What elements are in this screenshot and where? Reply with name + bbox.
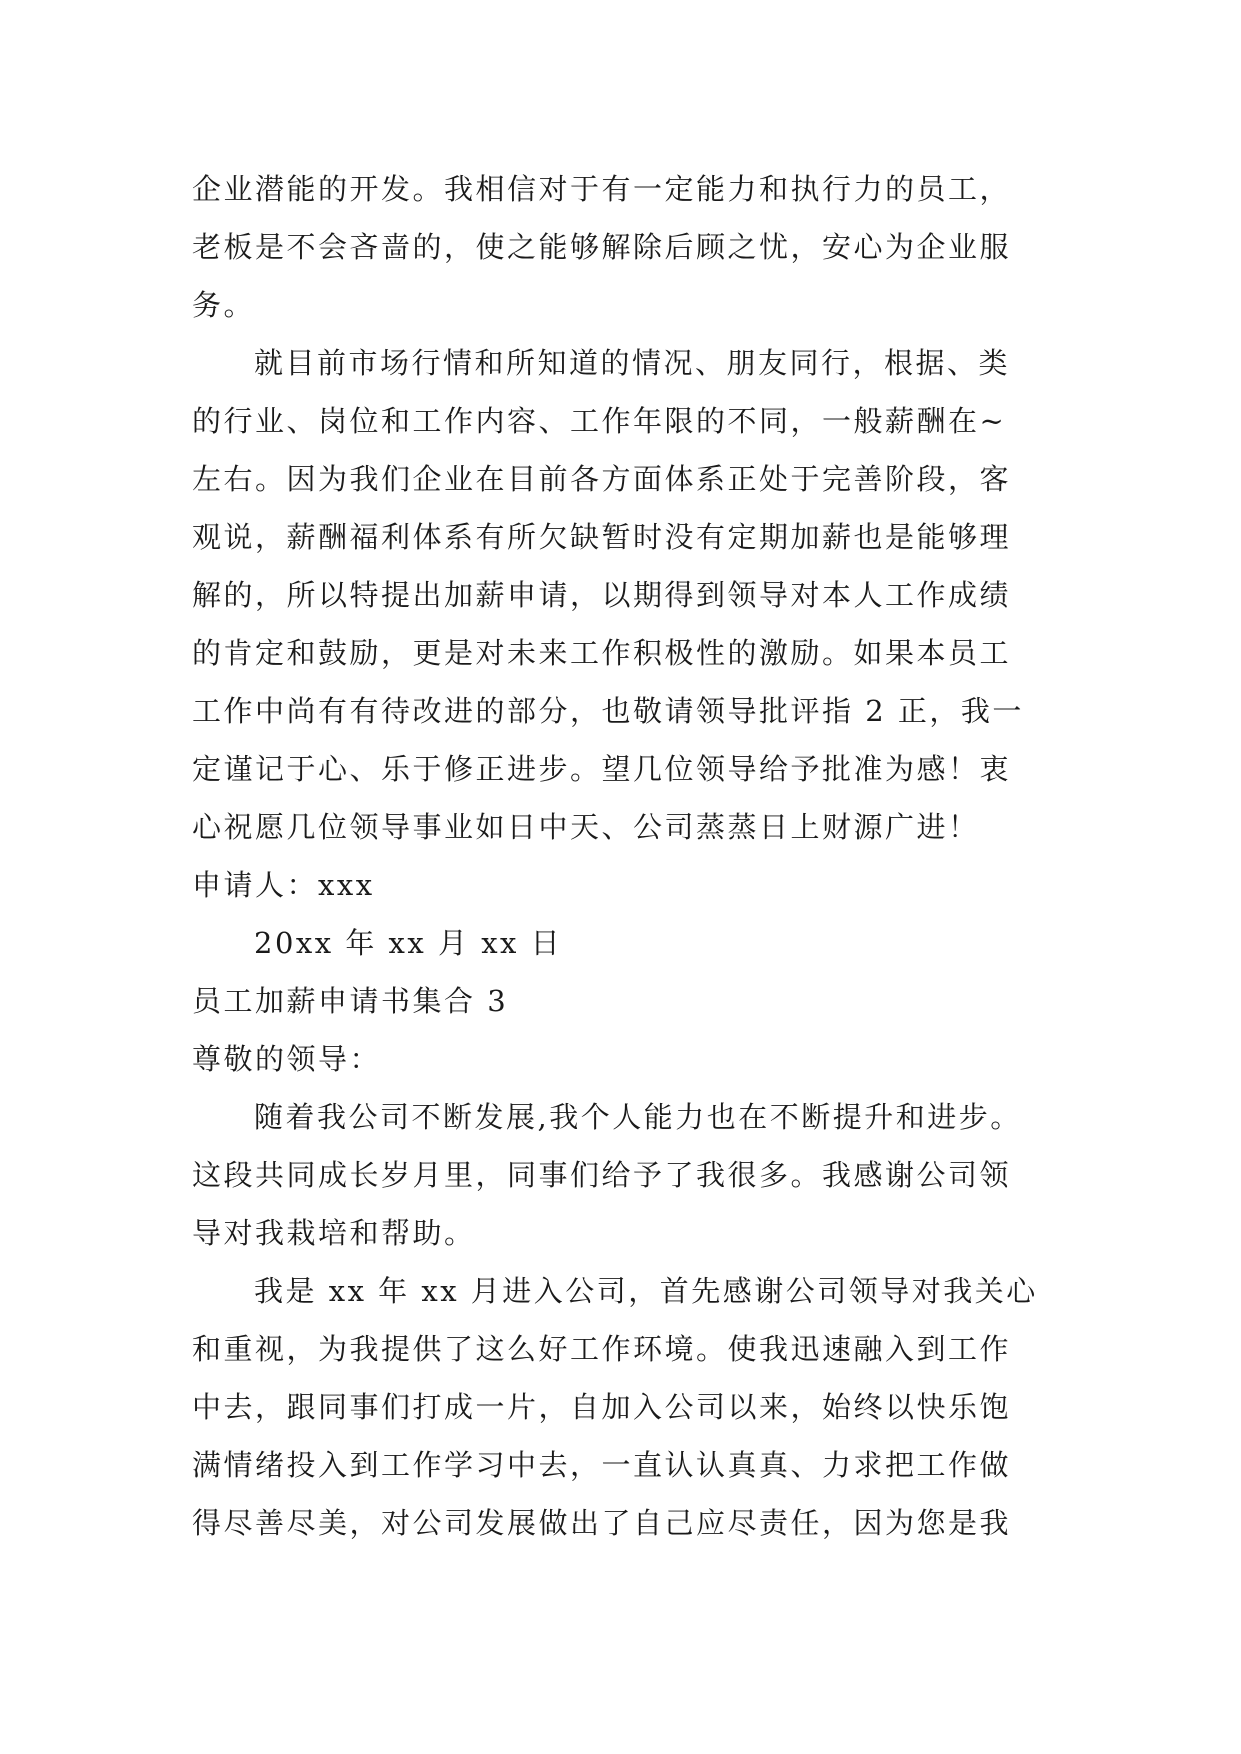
section-title: 员工加薪申请书集合 3 (192, 984, 509, 1018)
applicant-line: 申请人：xxx (192, 868, 375, 902)
paragraph-line: 和重视，为我提供了这么好工作环境。使我迅速融入到工作 (192, 1332, 1012, 1366)
paragraph-line: 这段共同成长岁月里，同事们给予了我很多。我感谢公司领 (192, 1158, 1012, 1192)
document-body (192, 160, 1054, 1552)
paragraph-line: 随着我公司不断发展,我个人能力也在不断提升和进步。 (254, 1100, 1022, 1134)
paragraph-line: 解的，所以特提出加薪申请，以期得到领导对本人工作成绩 (192, 578, 1012, 612)
paragraph-line: 老板是不会吝啬的，使之能够解除后顾之忧，安心为企业服 (192, 230, 1012, 264)
paragraph-line: 左右。因为我们企业在目前各方面体系正处于完善阶段，客 (192, 462, 1012, 496)
paragraph-line: 得尽善尽美，对公司发展做出了自己应尽责任，因为您是我 (192, 1506, 1012, 1540)
paragraph-line: 的肯定和鼓励，更是对未来工作积极性的激励。如果本员工 (192, 636, 1012, 670)
paragraph-line: 我是 xx 年 xx 月进入公司，首先感谢公司领导对我关心 (254, 1274, 1038, 1308)
paragraph-line: 观说，薪酬福利体系有所欠缺暂时没有定期加薪也是能够理 (192, 520, 1012, 554)
paragraph-line: 中去，跟同事们打成一片，自加入公司以来，始终以快乐饱 (192, 1390, 1012, 1424)
paragraph-line: 定谨记于心、乐于修正进步。望几位领导给予批准为感！衷 (192, 752, 1012, 786)
paragraph-line: 工作中尚有有待改进的部分，也敬请领导批评指 2 正，我一 (192, 694, 1024, 728)
paragraph-line: 企业潜能的开发。我相信对于有一定能力和执行力的员工， (192, 172, 1012, 206)
salutation: 尊敬的领导： (192, 1042, 382, 1076)
paragraph-line: 导对我栽培和帮助。 (192, 1216, 476, 1250)
paragraph-line: 满情绪投入到工作学习中去，一直认认真真、力求把工作做 (192, 1448, 1012, 1482)
date-line: 20xx 年 xx 月 xx 日 (254, 926, 563, 960)
paragraph-line: 务。 (192, 288, 256, 322)
paragraph-line: 的行业、岗位和工作内容、工作年限的不同，一般薪酬在~ (192, 404, 1007, 438)
paragraph-line: 就目前市场行情和所知道的情况、朋友同行，根据、类 (254, 346, 1011, 380)
paragraph-line: 心祝愿几位领导事业如日中天、公司蒸蒸日上财源广进！ (192, 810, 980, 844)
